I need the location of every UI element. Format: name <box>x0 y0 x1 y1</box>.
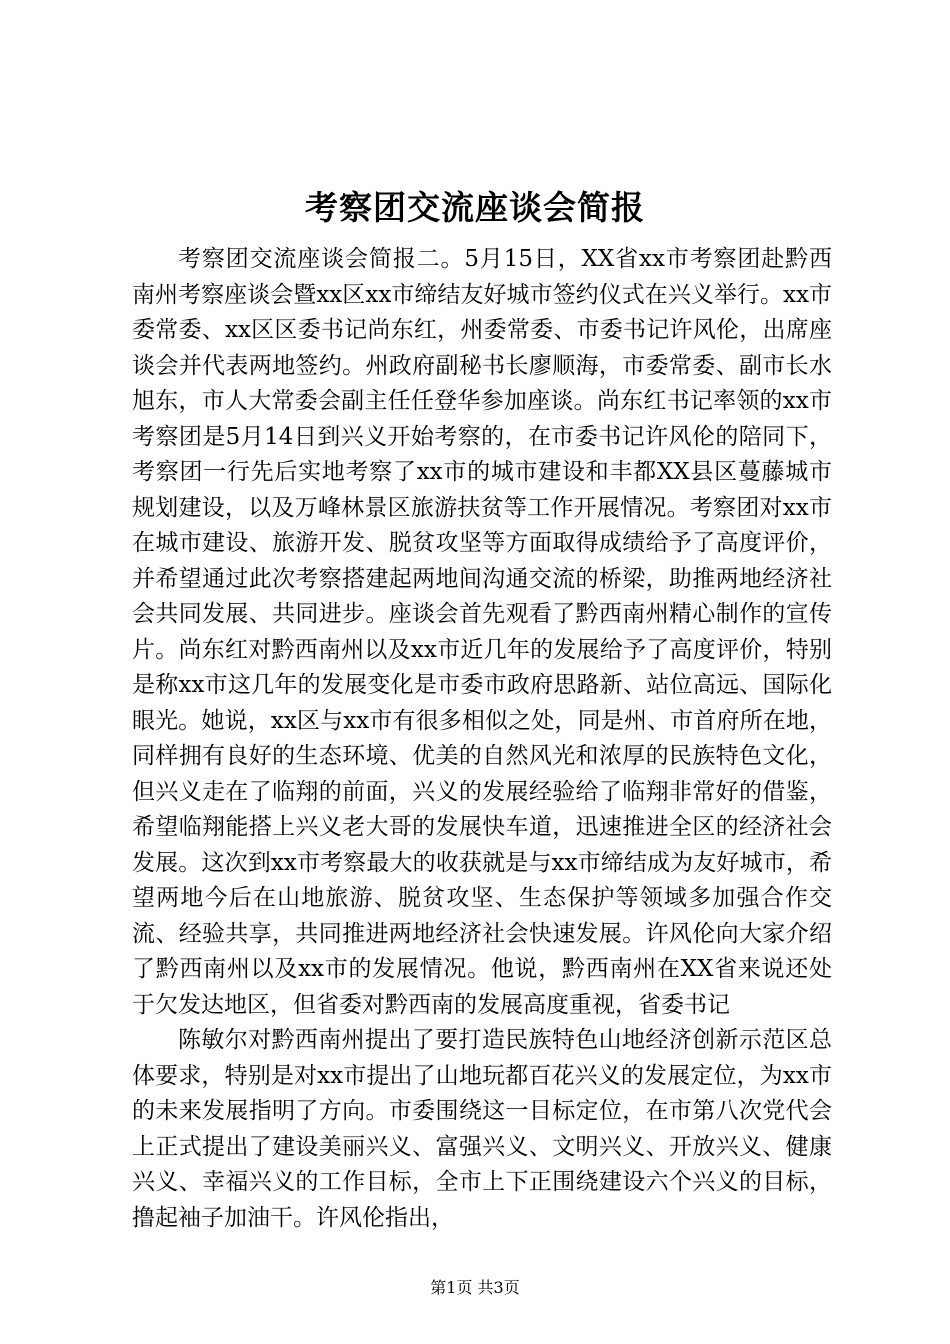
document-title: 考察团交流座谈会简报 <box>305 188 645 227</box>
paragraph: 陈敏尔对黔西南州提出了要打造民族特色山地经济创新示范区总体要求，特别是对xx市提出了山地玩都百花兴义的发展定位，为xx市的未来发展指明了方向。市委围绕这一目标定位，在市第八次党代会上正式提出了建设美丽兴义、富强兴义、文明兴义、开放兴义、健康兴义、幸福兴义的工作目标，全市上下正围绕建设六个兴义的目标，撸起袖子加油干。许风伦指出， <box>132 1027 832 1231</box>
paragraph: 考察团交流座谈会简报二。5月15日，XX省xx市考察团赴黔西南州考察座谈会暨xx区xx市缔结友好城市签约仪式在兴义举行。xx市委常委、xx区区委书记尚东红，州委常委、市委书记许风伦，出席座谈会并代表两地签约。州政府副秘书长廖顺海，市委常委、副市长水旭东，市人大常委会副主任任登华参加座谈。尚东红书记率领的xx市考察团是5月14日到兴义开始考察的，在市委书记许风伦的陪同下，考察团一行先后实地考察了xx市的城市建设和丰都XX县区蔓藤城市规划建设，以及万峰林景区旅游扶贫等工作开展情况。考察团对xx市在城市建设、旅游开发、脱贫攻坚等方面取得成绩给予了高度评价，并希望通过此次考察搭建起两地间沟通交流的桥梁，助推两地经济社会共同发展、共同进步。座谈会首先观看了黔西南州精心制作的宣传片。尚东红对黔西南州以及xx市近几年的发展给予了高度评价，特别是称xx市这几年的发展变化是市委市政府思路新、站位高远、国际化眼光。她说，xx区与xx市有很多相似之处，同是州、市首府所在地，同样拥有良好的生态环境、优美的自然风光和浓厚的民族特色文化，但兴义走在了临翔的前面，兴义的发展经验给了临翔非常好的借鉴，希望临翔能搭上兴义老大哥的发展快车道，迅速推进全区的经济社会发展。这次到xx市考察最大的收获就是与xx市缔结成为友好城市，希望两地今后在山地旅游、脱贫攻坚、生态保护等领域多加强合作交流、经验共享，共同推进两地经济社会快速发展。许风伦向大家介绍了黔西南州以及xx市的发展情况。他说，黔西南州在XX省来说还处于欠发达地区，但省委对黔西南的发展高度重视，省委书记 <box>132 246 832 1018</box>
page-footer: 第1页 共3页 <box>430 1278 520 1297</box>
document-body <box>132 242 832 1236</box>
